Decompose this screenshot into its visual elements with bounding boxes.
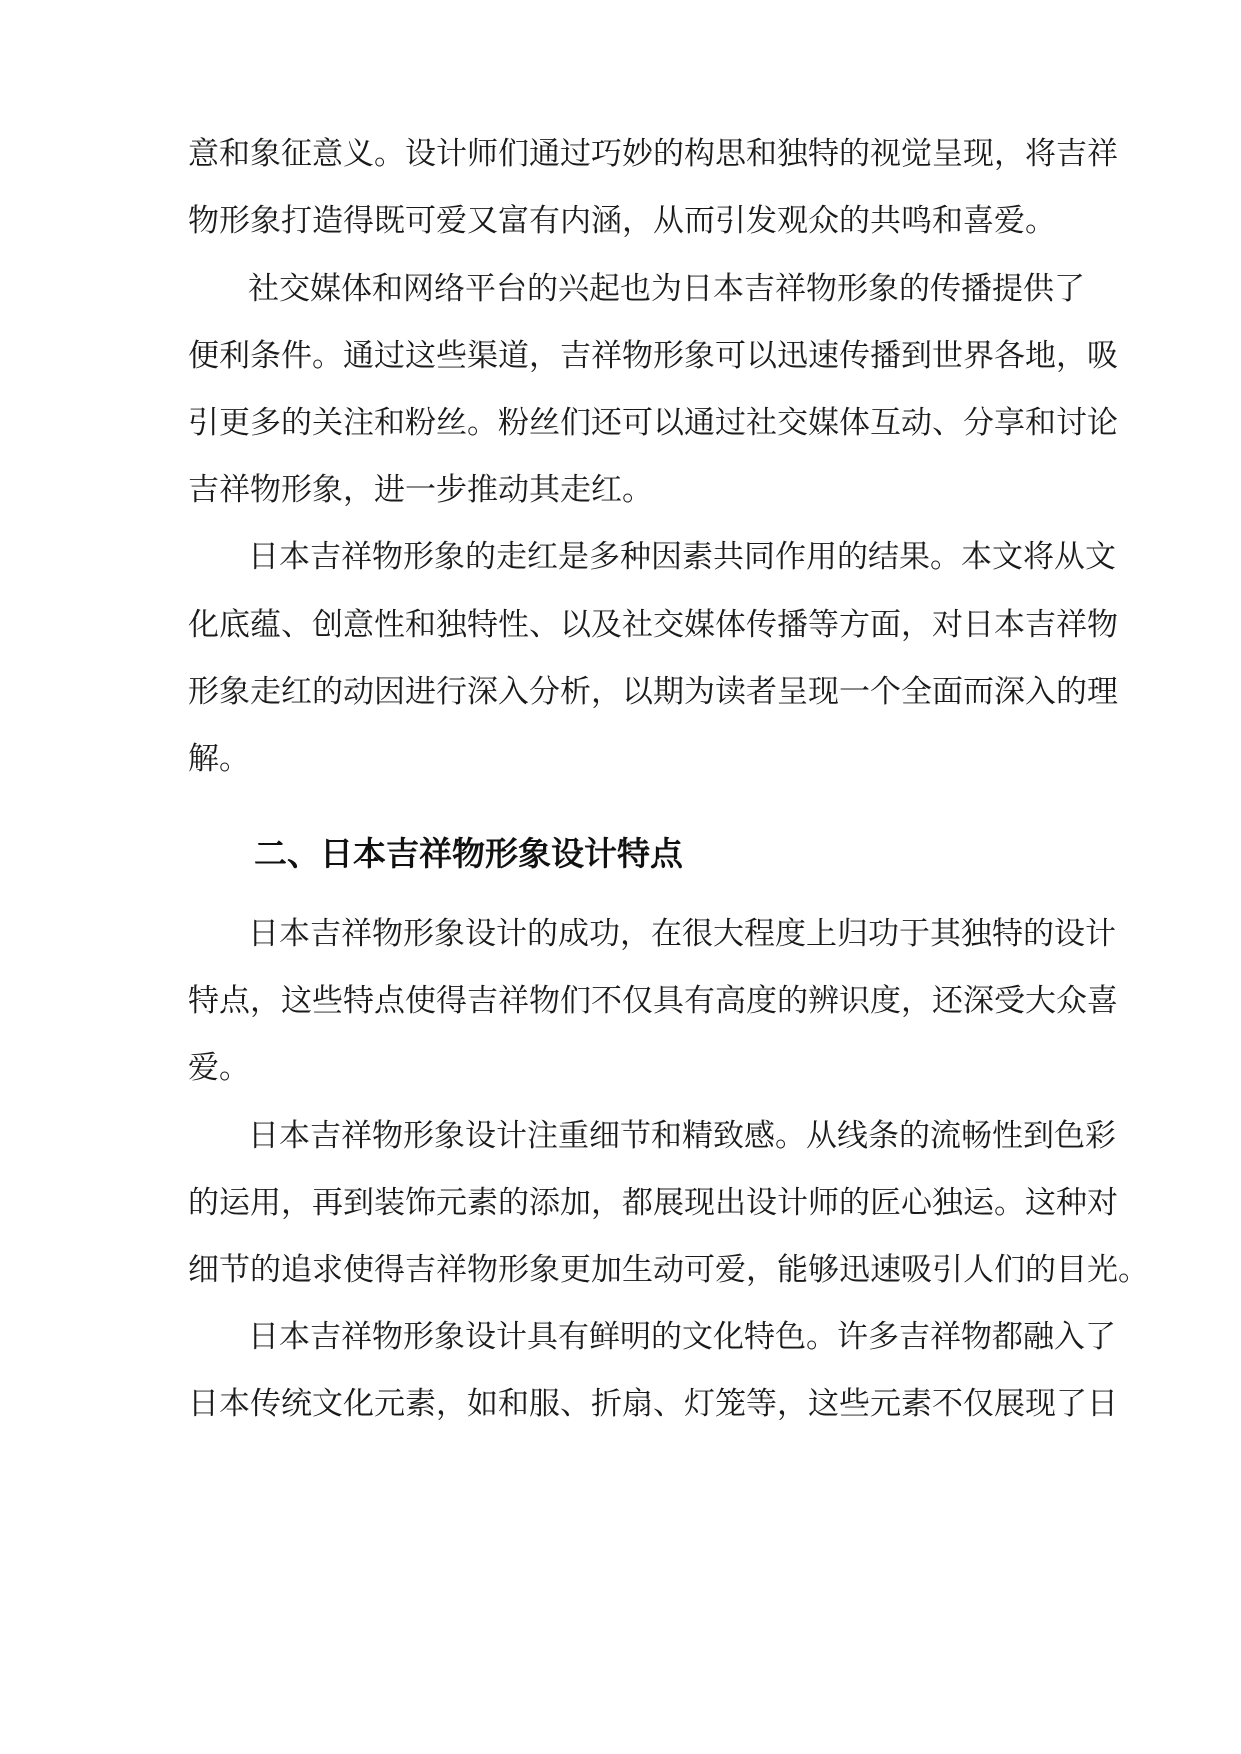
section-heading: 二、日本吉祥物形象设计特点 [254, 834, 683, 873]
paragraph-line: 吉祥物形象，进一步推动其走红。 [188, 472, 653, 508]
paragraph-line: 日本吉祥物形象设计注重细节和精致感。从线条的流畅性到色彩 [248, 1118, 1116, 1154]
paragraph-line: 的运用，再到装饰元素的添加，都展现出设计师的匠心独运。这种对 [188, 1185, 1118, 1221]
paragraph-line: 便利条件。通过这些渠道，吉祥物形象可以迅速传播到世界各地，吸 [188, 338, 1118, 374]
paragraph-line: 引更多的关注和粉丝。粉丝们还可以通过社交媒体互动、分享和讨论 [188, 405, 1118, 441]
paragraph-line: 日本传统文化元素，如和服、折扇、灯笼等，这些元素不仅展现了日 [188, 1386, 1118, 1422]
paragraph-line: 日本吉祥物形象设计具有鲜明的文化特色。许多吉祥物都融入了 [248, 1319, 1116, 1355]
paragraph-line: 解。 [188, 741, 250, 777]
paragraph-line: 日本吉祥物形象设计的成功，在很大程度上归功于其独特的设计 [248, 916, 1116, 952]
paragraph-line: 爱。 [188, 1050, 250, 1086]
paragraph-line: 日本吉祥物形象的走红是多种因素共同作用的结果。本文将从文 [248, 539, 1116, 575]
paragraph-line: 意和象征意义。设计师们通过巧妙的构思和独特的视觉呈现，将吉祥 [188, 136, 1118, 172]
paragraph-line: 特点，这些特点使得吉祥物们不仅具有高度的辨识度，还深受大众喜 [188, 983, 1118, 1019]
paragraph-line: 社交媒体和网络平台的兴起也为日本吉祥物形象的传播提供了 [248, 271, 1085, 307]
paragraph-line: 细节的追求使得吉祥物形象更加生动可爱，能够迅速吸引人们的目光。 [188, 1252, 1149, 1288]
paragraph-line: 化底蕴、创意性和独特性、以及社交媒体传播等方面，对日本吉祥物 [188, 607, 1118, 643]
paragraph-line: 物形象打造得既可爱又富有内涵，从而引发观众的共鸣和喜爱。 [188, 203, 1056, 239]
paragraph-line: 形象走红的动因进行深入分析，以期为读者呈现一个全面而深入的理 [188, 674, 1118, 710]
